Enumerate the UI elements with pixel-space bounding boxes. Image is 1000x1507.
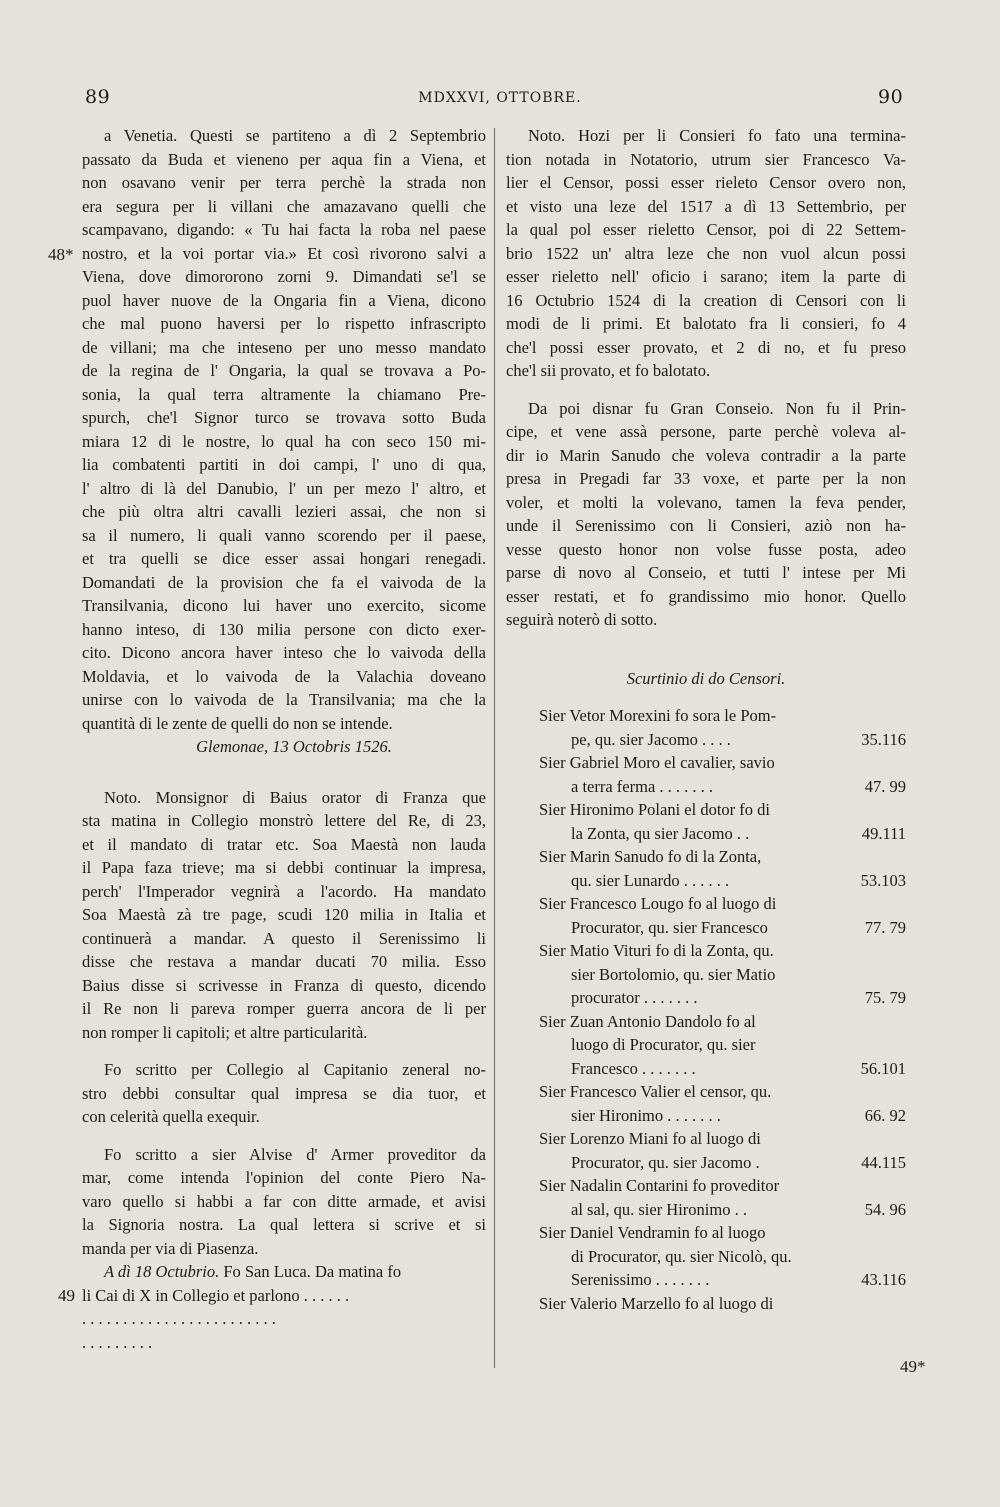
text-line: et visto una leze del 1517 a dì 13 Settembrio, per bbox=[506, 196, 906, 216]
right-paragraph-1 bbox=[506, 124, 906, 383]
candidate-votes: 53.103 bbox=[860, 870, 906, 890]
candidate-detail-text: qu. sier Lunardo . . . . . . bbox=[571, 870, 730, 890]
margin-note-48: 48* bbox=[48, 245, 74, 264]
text-line: spurch, che'l Signor turco se trovava sotto Buda bbox=[82, 408, 486, 427]
text-line: che più oltra altri cavalli lezieri assai, che non si bbox=[82, 502, 486, 521]
margin-note-49-star: 49* bbox=[900, 1357, 926, 1376]
candidate-detail bbox=[506, 1198, 906, 1222]
text-line: unirse con lo vaivoda de la Transilvania; ma che la bbox=[82, 690, 486, 709]
margin-note-49: 49 bbox=[58, 1286, 75, 1305]
text-line: hanno inteso, di 130 milia persone con dicto exer- bbox=[82, 619, 486, 639]
candidate-detail bbox=[506, 1057, 906, 1081]
text-line: et il mandato di tratar etc. Soa Maestà non lauda bbox=[82, 834, 486, 854]
candidate-name: Sier Hironimo Polani el dotor fo di bbox=[539, 800, 770, 819]
column-divider bbox=[494, 128, 495, 1368]
candidate-detail bbox=[506, 1104, 906, 1128]
candidate-votes: 77. 79 bbox=[864, 917, 906, 937]
right-column bbox=[506, 124, 906, 1315]
date-heading-text: Fo San Luca. Da matina fo bbox=[219, 1262, 402, 1281]
text-line: Fo scritto per Collegio al Capitanio zeneral no- bbox=[104, 1060, 486, 1079]
candidate-detail-text: Procurator, qu. sier Francesco bbox=[571, 917, 768, 937]
candidate-name: Sier Lorenzo Miani fo al luogo di bbox=[539, 1129, 761, 1148]
text-line: Da poi disnar fu Gran Conseio. Non fu il Prin- bbox=[528, 398, 906, 418]
left-paragraph-5-line-1 bbox=[82, 1260, 486, 1284]
text-line: era segura per li villani che amazavano quelli che bbox=[82, 196, 486, 216]
text-line: esser rieletto nell' oficio i sarano; item la parte di bbox=[506, 267, 906, 286]
text-line: Noto. Monsignor di Baius orator di Franza que bbox=[104, 787, 486, 807]
candidate-votes: 54. 96 bbox=[864, 1199, 906, 1219]
candidate-detail-text: di Procurator, qu. sier Nicolò, qu. bbox=[571, 1246, 792, 1266]
candidate-name: Sier Marin Sanudo fo di la Zonta, bbox=[539, 847, 762, 866]
page-number-right: 90 bbox=[878, 86, 904, 108]
text-line: et tra quelli se dice esser assai hongari renegadi. bbox=[82, 549, 486, 568]
running-title: MDXXVI, OTTOBRE. bbox=[418, 90, 582, 106]
text-line: che'l sii provato, et fo balotato. bbox=[506, 361, 711, 380]
text-line: il Re non li pareva romper guerra ancora de li per bbox=[82, 999, 486, 1018]
candidate-entry bbox=[506, 845, 906, 892]
text-line: unde il Serenissimo con li Consieri, aziò non ha- bbox=[506, 516, 906, 535]
left-column bbox=[82, 124, 486, 1354]
candidate-votes: 66. 92 bbox=[864, 1105, 906, 1125]
candidate-name: Sier Francesco Lougo fo al luogo di bbox=[539, 894, 777, 913]
text-line: scampavano, digando: « Tu hai facta la roba nel paese bbox=[82, 220, 486, 239]
candidate-name: Sier Gabriel Moro el cavalier, savio bbox=[539, 753, 775, 772]
scrutiny-title: Scurtinio di do Censori. bbox=[626, 668, 786, 688]
candidate-detail bbox=[506, 986, 906, 1010]
candidate-detail-text: procurator . . . . . . . bbox=[571, 988, 698, 1007]
text-line: manda per via di Piasenza. bbox=[82, 1238, 259, 1258]
candidate-entry bbox=[506, 751, 906, 798]
text-line: nostro, et la voi portar via.» Et così rivorono salvi a bbox=[82, 243, 486, 263]
candidate-entry bbox=[506, 1127, 906, 1174]
text-line: Domandati de la provision che fa el vaivoda de la bbox=[82, 572, 486, 592]
candidate-entry bbox=[506, 1174, 906, 1221]
candidate-name: Sier Zuan Antonio Dandolo fo al bbox=[539, 1011, 756, 1031]
candidate-votes: 56.101 bbox=[860, 1058, 906, 1078]
candidate-detail-text: Francesco . . . . . . . bbox=[571, 1058, 696, 1078]
left-paragraph-3 bbox=[82, 1058, 486, 1129]
text-line: presa in Pregadi far 33 voxe, et parte per la non bbox=[506, 469, 906, 488]
candidate-entry bbox=[506, 1080, 906, 1127]
candidate-detail bbox=[506, 1151, 906, 1175]
candidate-votes: 47. 99 bbox=[864, 776, 906, 796]
candidate-votes: 49.111 bbox=[861, 823, 906, 843]
text-line: de la regina de l' Ongaria, la qual se trovava a Po- bbox=[82, 361, 486, 380]
candidate-name: Sier Daniel Vendramin fo al luogo bbox=[539, 1223, 766, 1242]
left-paragraph-4 bbox=[82, 1143, 486, 1261]
candidate-votes: 35.116 bbox=[861, 729, 906, 749]
text-line: il Papa faza trieve; ma si debbi continuar la impresa, bbox=[82, 858, 486, 877]
right-paragraph-2 bbox=[506, 397, 906, 632]
text-line: modi de li primi. Et balotato fra li consieri, fo 4 bbox=[506, 314, 906, 333]
text-line: sonia, la qual terra altramente la chiamano Pre- bbox=[82, 384, 486, 404]
text-line: vesse questo honor non volse fusse posta, adeo bbox=[506, 539, 906, 559]
text-line: lier el Censor, possi esser rieleto Censor overo non, bbox=[506, 173, 906, 192]
candidate-detail-text: Procurator, qu. sier Jacomo . bbox=[571, 1152, 760, 1172]
text-line: lia combatenti partiti in doi campi, l' uno di qua, bbox=[82, 455, 486, 474]
page-number-left: 89 bbox=[85, 86, 111, 108]
text-line: a Venetia. Questi se partiteno a dì 2 Septembrio bbox=[104, 126, 486, 145]
candidate-detail bbox=[506, 822, 906, 846]
text-line: che mal puono haversi per lo rispetto infrascripto bbox=[82, 314, 486, 333]
text-line: Moldavia, et lo vaivoda de la Valachia doveano bbox=[82, 666, 486, 686]
candidate-list bbox=[506, 704, 906, 1315]
text-line: cito. Dicono ancora haver inteso che lo vaivoda della bbox=[82, 643, 486, 662]
candidate-entry bbox=[506, 1010, 906, 1081]
text-line: Baius disse si scrivesse in Franza di questo, dicendo bbox=[82, 975, 486, 995]
omission-dots-1: . . . . . . . . . . . . . . . . . . . . . . . . bbox=[82, 1309, 276, 1328]
candidate-detail bbox=[506, 775, 906, 799]
text-line: parse di novo al Conseio, et tutti l' intese per Mi bbox=[506, 563, 906, 582]
candidate-detail bbox=[506, 1033, 906, 1057]
candidate-detail bbox=[506, 963, 906, 987]
text-line: che'l possi esser provato, et 2 di no, et fu preso bbox=[506, 337, 906, 357]
candidate-name: Sier Valerio Marzello fo al luogo di bbox=[539, 1293, 774, 1313]
candidate-detail-text: la Zonta, qu sier Jacomo . . bbox=[571, 823, 750, 843]
candidate-detail bbox=[506, 1245, 906, 1269]
text-line: varo quello si habbi a far con ditte armade, et avisi bbox=[82, 1191, 486, 1211]
candidate-detail-text: a terra ferma . . . . . . . bbox=[571, 776, 714, 796]
text-line: continuerà a mandar. A questo il Serenissimo li bbox=[82, 928, 486, 948]
text-line: l' altro di là del Danubio, l' un per mezo l' altro, et bbox=[82, 478, 486, 498]
text-line: stro debbi consultar qual impresa se dia tuor, et bbox=[82, 1083, 486, 1103]
candidate-detail bbox=[506, 728, 906, 752]
candidate-name: Sier Matio Vituri fo di la Zonta, qu. bbox=[539, 941, 774, 960]
candidate-detail bbox=[506, 1268, 906, 1292]
text-line: puol haver nuove de la Ongaria fin a Viena, dicono bbox=[82, 290, 486, 310]
text-line: perch' l'Imperador vegnirà a l'acordo. Ha mandato bbox=[82, 881, 486, 901]
candidate-entry bbox=[506, 892, 906, 939]
candidate-votes: 43.116 bbox=[861, 1270, 906, 1289]
text-line: dir io Marin Sanudo che voleva contradir a la parte bbox=[506, 445, 906, 465]
left-paragraph-5-line-2: li Cai di X in Collegio et parlono . . . . . . bbox=[82, 1285, 350, 1305]
text-line: Fo scritto a sier Alvise d' Armer proveditor da bbox=[104, 1144, 486, 1164]
candidate-detail-text: luogo di Procurator, qu. sier bbox=[571, 1035, 756, 1054]
text-line: miara 12 di le nostre, lo qual ha con seco 150 mi- bbox=[82, 431, 486, 451]
candidate-votes: 75. 79 bbox=[864, 988, 906, 1007]
text-line: Soa Maestà zà tre page, scudi 120 milia in Italia et bbox=[82, 905, 486, 924]
text-line: mar, come intenda l'opinion del conte Piero Na- bbox=[82, 1168, 486, 1187]
text-line: cipe, et vene assà persone, parte perchè voleva al- bbox=[506, 422, 906, 441]
text-line: la Signoria nostra. La qual lettera si scrive et si bbox=[82, 1215, 486, 1234]
text-line: quantità di le zente de quelli do non se intende. bbox=[82, 713, 393, 733]
text-line: con celerità quella exequir. bbox=[82, 1107, 260, 1126]
left-paragraph-2 bbox=[82, 786, 486, 1045]
candidate-entry bbox=[506, 798, 906, 845]
text-line: tion notada in Notatorio, utrum sier Francesco Va- bbox=[506, 149, 906, 169]
candidate-name: Sier Francesco Valier el censor, qu. bbox=[539, 1082, 772, 1101]
candidate-detail-text: al sal, qu. sier Hironimo . . bbox=[571, 1199, 747, 1219]
text-line: non romper li capitoli; et altre particularità. bbox=[82, 1022, 368, 1042]
left-paragraph-1 bbox=[82, 124, 486, 735]
omission-dots-2: . . . . . . . . . bbox=[82, 1332, 153, 1352]
dateline: Glemonae, 13 Octobris 1526. bbox=[196, 737, 392, 756]
text-line: Viena, dove dimororono zorni 9. Dimandati se'l se bbox=[82, 267, 486, 286]
text-line: esser restati, et fo grandissimo mio honor. Quello bbox=[506, 586, 906, 606]
text-line: la qual pol esser rieletto Censor, poi di 22 Settem- bbox=[506, 220, 906, 239]
candidate-name: Sier Vetor Morexini fo sora le Pom- bbox=[539, 706, 777, 725]
candidate-detail-text: sier Bortolomio, qu. sier Matio bbox=[571, 964, 776, 984]
text-line: Transilvania, dicono lui haver uno exercito, sicome bbox=[82, 596, 486, 615]
candidate-entry bbox=[506, 939, 906, 1010]
candidate-detail-text: Serenissimo . . . . . . . bbox=[571, 1270, 710, 1289]
date-heading: A dì 18 Octubrio. bbox=[104, 1262, 220, 1281]
candidate-votes: 44.115 bbox=[861, 1152, 906, 1172]
candidate-detail bbox=[506, 916, 906, 940]
text-line: sta matina in Collegio monstrò lettere del Re, di 23, bbox=[82, 811, 486, 830]
candidate-detail-text: pe, qu. sier Jacomo . . . . bbox=[571, 729, 731, 749]
text-line: sa il numero, li quali vanno scorendo per il paese, bbox=[82, 525, 486, 545]
candidate-entry bbox=[506, 1221, 906, 1292]
text-line: non osavano venir per terra perchè la strada non bbox=[82, 173, 486, 192]
text-line: seguirà noterò di sotto. bbox=[506, 610, 658, 629]
text-line: 16 Octubrio 1524 di la creation di Censori con li bbox=[506, 290, 906, 310]
text-line: brio 1522 un' altra leze che non vuol alcun possi bbox=[506, 243, 906, 263]
text-line: voler, et molti la volevano, tamen la feva pender, bbox=[506, 492, 906, 512]
candidate-name: Sier Nadalin Contarini fo proveditor bbox=[539, 1176, 780, 1195]
text-line: de villani; ma che inteseno per uno messo mandato bbox=[82, 337, 486, 357]
candidate-detail-text: sier Hironimo . . . . . . . bbox=[571, 1105, 721, 1125]
candidate-entry bbox=[506, 704, 906, 751]
candidate-detail bbox=[506, 869, 906, 893]
text-line: passato da Buda et vieneno per aqua fin a Viena, et bbox=[82, 149, 486, 169]
candidate-entry bbox=[506, 1292, 906, 1316]
text-line: Noto. Hozi per li Consieri fo fato una termina- bbox=[528, 126, 906, 145]
text-line: disse che restava a mandar ducati 70 milia. Esso bbox=[82, 952, 486, 971]
